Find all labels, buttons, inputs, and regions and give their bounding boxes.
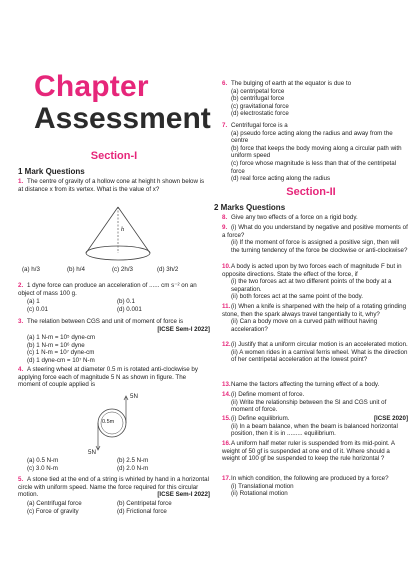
chapter-title: Chapter (34, 70, 149, 103)
assessment-title: Assessment (34, 102, 211, 135)
question-5: 5. A stone tied at the end of a string is whirled by hand in a horizontal circle with uniform speed. Name the force required for this circular motion. [ICSE Sem-I 2022] (18, 476, 210, 499)
question-13: 13.Name the factors affecting the turning effect of a body. (222, 381, 380, 388)
section2-title: Section-II (286, 186, 336, 198)
question-15: 15.(i) Define equilibrium. [ICSE 2020] (ii) In a beam balance, when the beam is balanced horizontal position, then it is in ......... equilibrium. (222, 415, 408, 438)
q2-options: (a) 1 (b) 0.1 (c) 0.01 (d) 0.001 (27, 298, 142, 313)
section1-sub: 1 Mark Questions (18, 167, 85, 176)
section2-sub: 2 Marks Questions (214, 203, 286, 212)
q3-tag: [ICSE Sem-I 2022] (157, 325, 210, 333)
q1-options (22, 266, 212, 274)
section1-title: Section-I (90, 150, 138, 162)
q1-opt-c: (c) 2h/3 (112, 266, 133, 273)
question-16: 16.A uniform half meter ruler is suspended from its mid-point. A weight of 50 gf is suspended at one end of it. Where should a weight of 100 gf be suspended to keep the rule horizontal ? (222, 440, 395, 463)
question-8: 8. Give any two effects of a force on a rigid body. (222, 214, 358, 221)
question-14: 14.(i) Define moment of force. (ii) Write the relationship between the SI and CGS unit of moment of force. (222, 391, 387, 414)
question-12: 12.(i) Justify that a uniform circular motion is an accelerated motion. (ii) A women rides in a carnival ferris wheel. What is the direction of her centripetal acceleration at the lowest point? (222, 341, 408, 364)
question-9: 9. (i) What do you understand by negative and positive moments of a force? (ii) If the moment of force is assigned a positive sign, then will the turning tendency of the force be clockwise or anti-clockwise? (222, 224, 408, 254)
q5-tag: [ICSE Sem-I 2022] (157, 491, 210, 499)
question-7: 7. Centrifugal force is a (a) pseudo force acting along the radius and away from the centre (b) force that keeps the body moving along a circular path with uniform speed (c) force whose magnitude is less than that of the centripetal force (d) real force acting along the radius (222, 122, 402, 183)
question-6: 6. The bulging of earth at the equator is due to (a) centripetal force (b) centrifugal force (c) gravitational force (d) electrostatic force (222, 80, 352, 118)
question-1: 1. The centre of gravity of a hollow cone at height h shown below is at distance x from its vertex. What is the value of x? (18, 178, 205, 193)
force-top-label: 5N (130, 393, 138, 400)
q1-opt-d: (d) 3h/2 (157, 266, 179, 273)
q5-options: (a) Centrifugal force (b) Centripetal force (c) Force of gravity (d) Frictional force (27, 500, 172, 515)
question-11: 11.(i) When a knife is sharpened with the help of a rotating grinding stone, then the spark always travel tangentially to it, why? (ii) Can a body move on a curved path without having acceleration? (222, 303, 407, 333)
steering-wheel-figure (84, 392, 154, 454)
q15-tag: [ICSE 2020] (373, 415, 408, 422)
cone-figure (78, 205, 160, 263)
question-4: 4. A steering wheel at diameter 0.5 m is rotated anti-clockwise by applying force each of magnitude 5 N as shown in figure. The moment of couple applied is (18, 366, 198, 389)
q1-opt-b: (b) h/4 (67, 266, 85, 273)
force-bottom-label: 5N (88, 449, 96, 456)
q3-options: (a) 1 N-m = 10⁵ dyne-cm (b) 1 N-m = 10⁶ dyne (c) 1 N-m = 10⁷ dyne-cm (d) 1 dyne-cm = 10⁷ N-m (27, 334, 96, 364)
question-2: 2. 1 dyne force can produce an acceleration of ...... cm s⁻² on an object of mass 100 g. (18, 282, 197, 297)
q1-opt-a: (a) h/3 (22, 266, 40, 273)
diameter-label: 0.5m (102, 419, 115, 425)
svg-text:h: h (121, 227, 124, 233)
question-10: 10.A body is acted upon by two forces each of magnitude F but in opposite directions. State the effect of the force, if (i) the two forces act at two different points of the body at a separation. (ii) both forces act at the same point of the body. (222, 263, 402, 301)
question-17: 17.In which condition, the following are produced by a force? (i) Translational motion (ii) Rotational motion (222, 475, 389, 498)
q4-options: (a) 0.5 N-m (b) 2.5 N-m (c) 3.0 N-m (d) 2.0 N-m (27, 457, 149, 472)
question-3: 3. The relation between CGS and unit of moment of force is [ICSE Sem-I 2022] (18, 318, 210, 333)
